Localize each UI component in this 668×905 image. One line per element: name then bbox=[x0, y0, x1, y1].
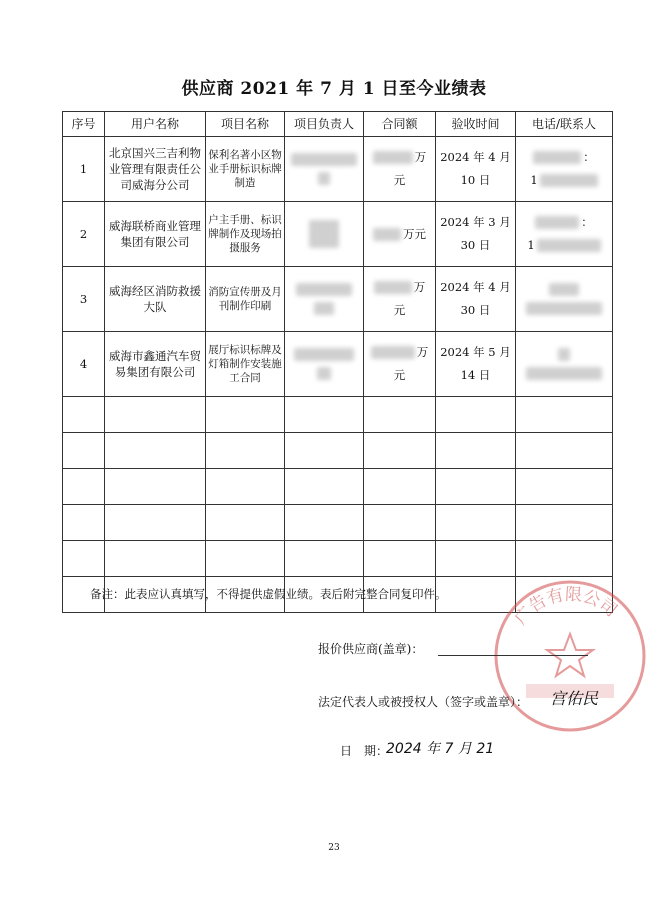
contact-fragment: 1 bbox=[530, 173, 538, 187]
row-amount bbox=[364, 137, 436, 202]
table-row bbox=[63, 202, 613, 267]
row-amount bbox=[364, 267, 436, 332]
contact-fragment: 1 bbox=[527, 238, 535, 252]
row-index: 2 bbox=[63, 202, 105, 267]
redaction-block bbox=[374, 281, 412, 294]
redaction-block bbox=[537, 239, 601, 252]
row-date bbox=[436, 202, 516, 267]
row-contact bbox=[516, 202, 613, 267]
header-index: 序号 bbox=[63, 112, 105, 137]
amount-unit-suffix: 元 bbox=[393, 368, 406, 382]
row-manager-redacted bbox=[285, 332, 364, 397]
row-contact bbox=[516, 267, 613, 332]
redaction-block bbox=[296, 283, 352, 296]
date-line-1: 2024 年 4 月 bbox=[440, 150, 511, 164]
row-project: 展厅标识标牌及灯箱制作安装施工合同 bbox=[206, 332, 285, 397]
supplier-stamp-label: 报价供应商(盖章)： bbox=[318, 642, 424, 656]
table-row bbox=[63, 332, 613, 397]
redaction-block bbox=[540, 174, 598, 187]
company-seal-stamp bbox=[486, 572, 654, 740]
row-client: 威海经区消防救援大队 bbox=[105, 267, 206, 332]
header-contact: 电话/联系人 bbox=[516, 112, 613, 137]
representative-label: 法定代表人或被授权人（签字或盖章）： bbox=[318, 695, 529, 709]
table-note: 备注：此表应认真填写，不得提供虚假业绩。表后附完整合同复印件。 bbox=[90, 587, 447, 601]
row-contact bbox=[516, 332, 613, 397]
table-row-empty bbox=[63, 397, 613, 433]
row-index: 1 bbox=[63, 137, 105, 202]
amount-unit-suffix: 元 bbox=[393, 173, 406, 187]
amount-unit: 万 bbox=[416, 345, 429, 359]
row-date bbox=[436, 267, 516, 332]
date-line-1: 2024 年 4 月 bbox=[440, 280, 511, 294]
date-handwritten: 2024 年 7 月 21 bbox=[386, 741, 495, 757]
date-line-2: 14 日 bbox=[460, 368, 491, 382]
redaction-block bbox=[373, 151, 413, 164]
contact-fragment: ： bbox=[581, 215, 593, 229]
row-contact bbox=[516, 137, 613, 202]
redaction-block bbox=[558, 348, 570, 361]
date-line-2: 30 日 bbox=[460, 238, 491, 252]
redaction-block bbox=[309, 220, 339, 248]
redaction-block bbox=[314, 302, 334, 315]
document-title: 供应商 2021 年 7 月 1 日至今业绩表 bbox=[181, 79, 487, 99]
redaction-block bbox=[373, 228, 401, 241]
row-project: 消防宣传册及月刊制作印刷 bbox=[206, 267, 285, 332]
row-date bbox=[436, 332, 516, 397]
date-label: 日 期： bbox=[340, 744, 389, 758]
header-date: 验收时间 bbox=[436, 112, 516, 137]
row-client: 北京国兴三吉利物业管理有限责任公司威海分公司 bbox=[105, 137, 206, 202]
table-row bbox=[63, 267, 613, 332]
row-index: 4 bbox=[63, 332, 105, 397]
row-amount bbox=[364, 332, 436, 397]
row-date bbox=[436, 137, 516, 202]
row-project: 保利名著小区物业手册标识标牌制造 bbox=[206, 137, 285, 202]
redaction-block bbox=[317, 367, 331, 380]
header-amount: 合同额 bbox=[364, 112, 436, 137]
row-manager-redacted bbox=[285, 267, 364, 332]
row-client: 威海市鑫通汽车贸易集团有限公司 bbox=[105, 332, 206, 397]
redaction-block bbox=[294, 348, 354, 361]
table-header-row bbox=[63, 112, 613, 137]
representative-signature: 宫佑民 bbox=[550, 689, 599, 708]
amount-unit: 万 bbox=[413, 280, 426, 294]
row-manager-redacted bbox=[285, 202, 364, 267]
header-client: 用户名称 bbox=[105, 112, 206, 137]
row-project: 户主手册、标识牌制作及现场拍摄服务 bbox=[206, 202, 285, 267]
redaction-block bbox=[318, 172, 330, 185]
header-manager: 项目负责人 bbox=[285, 112, 364, 137]
date-line-2: 10 日 bbox=[460, 173, 491, 187]
row-client: 威海联桥商业管理集团有限公司 bbox=[105, 202, 206, 267]
redaction-block bbox=[526, 302, 602, 315]
redaction-block bbox=[291, 153, 357, 166]
page-number: 23 bbox=[328, 843, 340, 853]
row-amount bbox=[364, 202, 436, 267]
date-line-1: 2024 年 5 月 bbox=[440, 345, 511, 359]
table-row-empty bbox=[63, 433, 613, 469]
row-index: 3 bbox=[63, 267, 105, 332]
performance-table bbox=[62, 111, 613, 613]
table-row-empty bbox=[63, 505, 613, 541]
amount-unit: 万 bbox=[414, 150, 427, 164]
contact-fragment: ： bbox=[583, 150, 595, 164]
date-line-1: 2024 年 3 月 bbox=[440, 215, 511, 229]
row-manager-redacted bbox=[285, 137, 364, 202]
table-row-empty bbox=[63, 469, 613, 505]
date-line-2: 30 日 bbox=[460, 303, 491, 317]
header-project: 项目名称 bbox=[206, 112, 285, 137]
amount-unit-suffix: 元 bbox=[393, 303, 406, 317]
supplier-stamp-line bbox=[438, 655, 588, 656]
redaction-block bbox=[371, 346, 415, 359]
redaction-block bbox=[533, 151, 581, 164]
redaction-block bbox=[535, 216, 579, 229]
table-row bbox=[63, 137, 613, 202]
amount-unit: 万元 bbox=[403, 226, 426, 241]
redaction-block bbox=[526, 367, 602, 380]
redaction-block bbox=[549, 283, 579, 296]
seal-text: 广告有限公司 bbox=[510, 584, 621, 629]
